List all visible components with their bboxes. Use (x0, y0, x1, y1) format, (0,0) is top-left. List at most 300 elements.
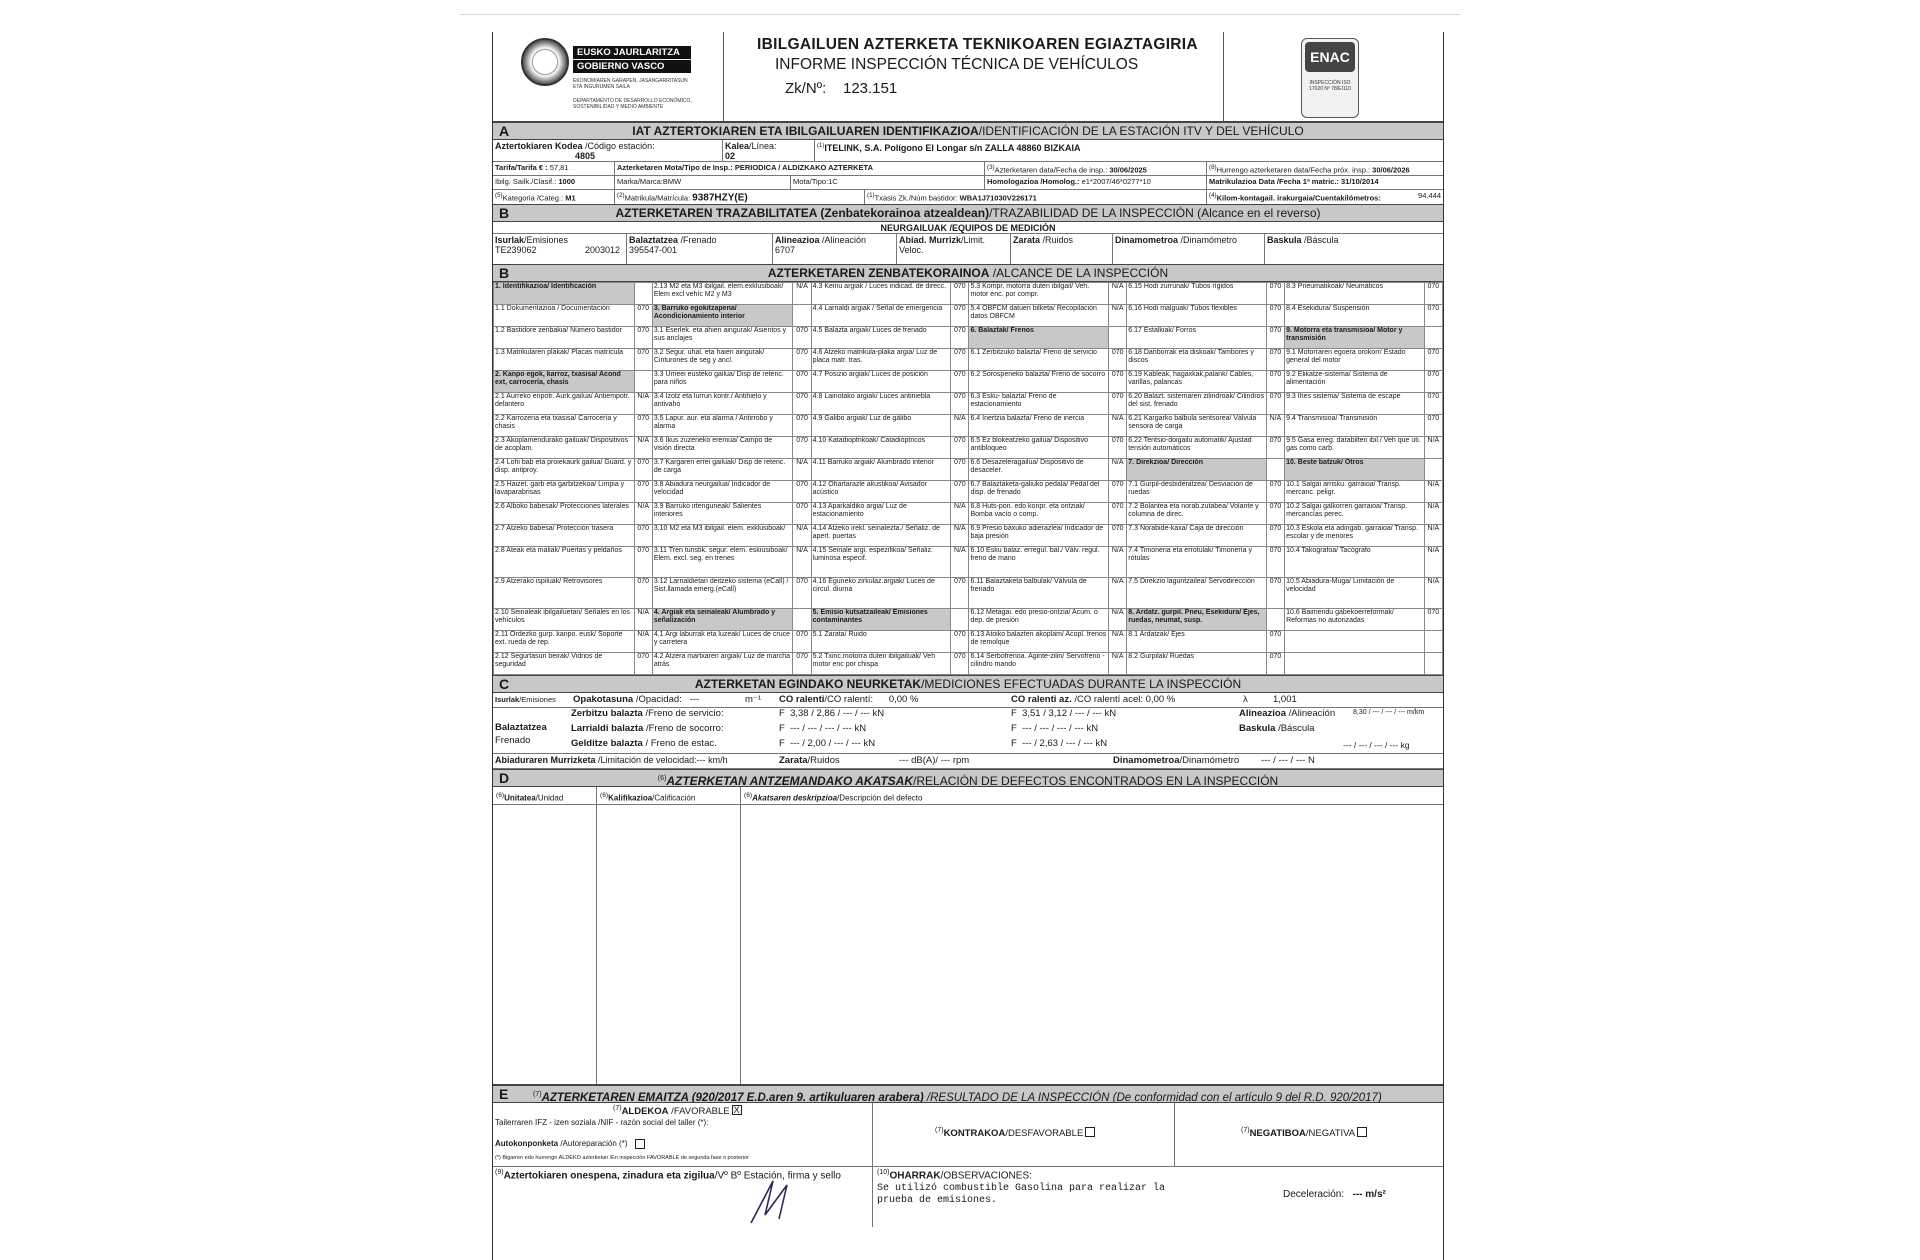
scope-status: 070 (951, 653, 969, 675)
observations-text-1: Se utilizó combustible Gasolina para realizar la (877, 1183, 1166, 1194)
noise (779, 755, 840, 766)
parking-brake-value-1: --- / 2,00 / --- / --- kN (790, 738, 876, 749)
label: Homologazioa /Homolog.: (987, 177, 1080, 186)
section-title (493, 676, 1443, 693)
footnote-mark: (3) (987, 164, 995, 171)
label: /Freno de socorro: (643, 723, 724, 734)
label: Kalifikazioa (608, 793, 653, 803)
scope-item: 8. Ardatz. gurpil. Pneu, Esekidura/ Ejes, ruedas, neumat, susp. (1127, 609, 1267, 631)
alignment-label (1239, 708, 1335, 719)
result-box (493, 1103, 1443, 1167)
scope-status: 070 (793, 349, 811, 371)
scope-row (494, 283, 1443, 305)
service-brake-f1 (779, 708, 884, 719)
plate-number: 9387HZY(E) (692, 192, 748, 204)
scope-row (494, 349, 1443, 371)
scope-item: 9.2 Elikatze-sistema/ Sistema de alimentación (1285, 371, 1425, 393)
homologation-value: e1*2007/46*0277*10 (1081, 177, 1151, 186)
scope-status: N/A (1109, 305, 1127, 327)
scope-item: 4.4 Larrialdi argiak / Señal de emergencia (811, 305, 951, 327)
scope-status (1109, 327, 1127, 349)
label: /Báscula (1275, 723, 1315, 734)
scope-status: 070 (951, 283, 969, 305)
section-title-bold: AZTERKETAREN TRAZABILITATEA (Zenbatekorainoa atzealdean) (615, 206, 990, 220)
co-idle (779, 694, 918, 705)
scope-status (1266, 609, 1284, 631)
label: OHARRAK (889, 1170, 941, 1182)
scope-status (634, 371, 652, 393)
self-repair-checkbox[interactable] (635, 1139, 645, 1149)
scope-item: 3. Barruko egokitzapena/ Acondicionamiento interior (652, 305, 793, 327)
force-symbol: F (1011, 708, 1017, 719)
service-brake-label (571, 708, 724, 719)
parking-brake-label (571, 738, 717, 749)
scope-item: 2.7 Atzeko babesa/ Protección trasera (494, 525, 635, 547)
label: /FAVORABLE (668, 1106, 730, 1118)
scope-row (494, 327, 1443, 349)
scope-item: 9.5 Gasa erreg. darabilten ibil./ Veh que uti. gas como carb. (1285, 437, 1425, 459)
scope-status: N/A (1109, 547, 1127, 578)
scope-status: N/A (1109, 459, 1127, 481)
category-cell (493, 190, 615, 204)
lambda-value: 1,001 (1273, 694, 1297, 705)
scope-item: 6.11 Balaztaketa balbulak/ Válvula de frenado (969, 578, 1109, 609)
scope-status: N/A (1424, 547, 1442, 578)
section-title (493, 205, 1443, 222)
scope-item: 10.6 Baimendu gabekoerreformak/ Reformas no autorizadas (1285, 609, 1425, 631)
scope-status: 070 (951, 481, 969, 503)
scope-status: N/A (951, 547, 969, 578)
address-cell (815, 140, 1443, 161)
service-brake-f2 (1011, 708, 1116, 719)
parking-brake-value-2: --- / 2,63 / --- / --- kN (1022, 738, 1108, 749)
scope-status: 070 (951, 327, 969, 349)
label: Baskula (1239, 723, 1276, 734)
scope-item: 6.14 Serbofrenoa. Aginte-zilin/ Servofreno - cilindro mando (969, 653, 1109, 675)
footnote-mark: (6) (657, 775, 667, 782)
scope-item: 6.9 Presio baxuko adierazlea/ Indicador de baja presión (969, 525, 1109, 547)
inspection-date-cell (985, 162, 1207, 175)
scope-item: 4.7 Posizio argiak/ Luces de posición (811, 371, 951, 393)
equipment-serial: 2003012 (584, 245, 620, 255)
label: Zerbitzu balazta (571, 708, 643, 719)
label: Mota/Tipo: (793, 177, 829, 186)
label: /Autoreparación (*) (558, 1139, 628, 1148)
label: /Unidad (535, 793, 564, 803)
footnote-mark: (9) (495, 1169, 504, 1176)
rating-column-header (597, 787, 741, 804)
scope-status: 070 (1266, 653, 1284, 675)
scope-status: N/A (1266, 415, 1284, 437)
scope-item: 8.2 Gurpilak/ Ruedas (1127, 653, 1267, 675)
scope-item: 2.10 Seinaleak ibilgailuetan/ Señales en los vehículos (494, 609, 635, 631)
equipment-cell (627, 234, 773, 264)
footnote-mark: (4) (1209, 192, 1217, 199)
label: Kalea (725, 141, 750, 151)
favorable-checkbox[interactable]: X (733, 1105, 740, 1115)
scope-status: 070 (793, 393, 811, 415)
footnote-mark: (6) (496, 792, 505, 799)
scope-item: 3.3 Umeei eusteko gailua/ Disp de retenc. para niños (652, 371, 793, 393)
footnote-mark: (8) (1209, 164, 1217, 171)
scope-item: 3.2 Segur. uhal. eta haien aingurak/ Cinturones de seg y ancl. (652, 349, 793, 371)
scope-item: 9. Motorra eta transmisioa/ Motor y transmisión (1285, 327, 1425, 349)
label: /CO ralentí: (824, 694, 873, 705)
label: Unitatea (504, 793, 536, 803)
equipment-label: /Emisiones (524, 235, 569, 245)
description-column (741, 805, 1443, 1084)
label: Gelditze balazta (571, 738, 643, 749)
scope-row (494, 578, 1443, 609)
label: Opakotasuna (573, 694, 634, 705)
footnote-mark: (6) (600, 792, 609, 799)
defects-table-header (493, 787, 1443, 805)
vin-value: WBA1J71030V226171 (959, 193, 1037, 203)
scope-item (1285, 631, 1425, 653)
equipment-label: Isurlak (495, 235, 525, 245)
scope-item: 6.7 Balaztaketa-galiuko pedala/ Pedal del disp. de frenado (969, 481, 1109, 503)
basque-government-logo (521, 38, 697, 118)
scope-status: 070 (951, 371, 969, 393)
label: Matrikula/Matrícula: (624, 193, 691, 203)
scope-item: 7.3 Norabide-kaxa/ Caja de dirección (1127, 525, 1267, 547)
scope-item: 6.1 Zerbitzuko balazta/ Freno de servicio (969, 349, 1109, 371)
scope-status: 070 (1424, 371, 1442, 393)
force-symbol: F (779, 708, 785, 719)
force-symbol: F (1011, 738, 1017, 749)
self-repair (495, 1139, 627, 1148)
scope-item: 6.20 Balazt. sistemaren zilindroak/ Cilindros del sist. frenado (1127, 393, 1267, 415)
enac-text: INSPECCIÓN ISO 17020 Nº 78/EI110 (1309, 80, 1351, 92)
label: Dinamometroa (1113, 755, 1180, 766)
section-title-regular: /IDENTIFICACIÓN DE LA ESTACIÓN ITV Y DEL VEHÍCULO (978, 124, 1304, 138)
scope-status: 070 (1266, 283, 1284, 305)
label: CO ralenti az. (1011, 694, 1072, 705)
section-title (533, 1086, 1443, 1103)
equipment-cell (493, 234, 627, 264)
next-inspection-cell (1207, 162, 1443, 175)
header-divider (1223, 32, 1224, 122)
equipment-cell (1113, 234, 1265, 264)
section-title (493, 123, 1443, 140)
scope-row (494, 503, 1443, 525)
odometer-cell (1207, 190, 1443, 204)
scope-status: 070 (634, 349, 652, 371)
scope-item: 4.16 Eguneko zirkulaz.argiak/ Luces de circul. diurna (811, 578, 951, 609)
street-value: 02 (725, 151, 736, 161)
workshop-label (495, 1118, 708, 1127)
scope-status: 070 (951, 305, 969, 327)
footnote-mark: (7) (533, 1091, 542, 1098)
unfavorable-checkbox[interactable] (1085, 1127, 1095, 1137)
scope-item: 4.11 Barruko argiak/ Alumbrado interior (811, 459, 951, 481)
scope-item: 8.3 Pneumatikoak/ Neumáticos (1285, 283, 1425, 305)
scope-item: 2.9 Atzerako ispiluak/ Retrovisores (494, 578, 635, 609)
parking-brake-f2 (1011, 738, 1107, 749)
tariff-value: 57,81 (549, 163, 569, 172)
workshop-text: Tailerraren IFZ - izen soziala /NIF - razón social del taller (*): (495, 1118, 709, 1127)
scope-item: 3.9 Barruko irtenguneak/ Salientes interiores (652, 503, 793, 525)
force-symbol: F (779, 723, 785, 734)
report-number-label: Zk/Nº: (785, 80, 827, 97)
scope-item: 3.1 Eserlek. eta ahien aingurak/ Asientos y sus anclajes (652, 327, 793, 349)
scope-item: 6.5 Ez blokeatzeko gailua/ Dispositivo antibloqueo (969, 437, 1109, 459)
label: /Dinamómetro (1179, 755, 1240, 766)
scope-item: 10.1 Salgai arrisku. garraioa/ Transp. mercanc. peligr. (1285, 481, 1425, 503)
scope-item: 3.8 Abiadura neurgailua/ Indicador de velocidad (652, 481, 793, 503)
unfavorable-cell (873, 1103, 1175, 1166)
scope-status: 070 (1266, 631, 1284, 653)
brand-value: BMW (662, 177, 682, 186)
scope-status: N/A (1424, 525, 1442, 547)
scope-status: 070 (793, 578, 811, 609)
defects-table-body (493, 805, 1443, 1085)
title-spanish: INFORME INSPECCIÓN TÉCNICA DE VEHÍCULOS (775, 56, 1139, 73)
scope-status: N/A (634, 503, 652, 525)
scope-item: 2.3 Akoplamendurako gailuak/ Dispositivos de acoplam. (494, 437, 635, 459)
equipment-serial: TE239062 (495, 245, 537, 255)
label: Larrialdi balazta (571, 723, 644, 734)
service-brake-value-2: 3,51 / 3,12 / --- / --- kN (1022, 708, 1117, 719)
brakes-label-es: Frenado (495, 735, 531, 746)
scale-label (1239, 723, 1315, 734)
report-number (743, 80, 1223, 97)
scope-item: 7.1 Gurpil-desbideratzea/ Desviación de ruedas (1127, 481, 1267, 503)
label: Azterketaren Mota/Tipo de Insp.: (617, 163, 733, 172)
scale-value: --- / --- / --- / --- kg (1343, 740, 1410, 750)
scope-status: 070 (1266, 525, 1284, 547)
opacity (573, 694, 699, 705)
equipment-cell (1011, 234, 1113, 264)
scope-item: 6.4 Inertzia balazta/ Freno de inercia (969, 415, 1109, 437)
logo-line-2: GOBIERNO VASCO (573, 60, 691, 73)
section-title-bold: AZTERKETAREN ZENBATEKORAINOA (767, 266, 990, 280)
scope-status: 070 (1424, 349, 1442, 371)
brakes-label (495, 722, 547, 733)
scope-status: 070 (1109, 371, 1127, 393)
scope-item: 2.5 Haizet. garb eta garbitzekoa/ Limpia y lavaparabrisas (494, 481, 635, 503)
label: /OBSERVACIONES: (940, 1170, 1032, 1182)
scope-item: 6.17 Estalkiak/ Forros (1127, 327, 1267, 349)
scope-item: 2. Kanpo egok, karroz, txasisa/ Acond ext, carrocería, chasis (494, 371, 635, 393)
scope-status: 070 (1266, 305, 1284, 327)
dynamometer (1113, 755, 1239, 766)
scope-item: 7.2 Bolantea eta norab.zutabea/ Volante y columna de direc. (1127, 503, 1267, 525)
vin-cell (865, 190, 1207, 204)
speed-noise-row (493, 754, 1443, 769)
scope-item (1285, 653, 1425, 675)
scope-item: 3.4 Izotz eta lurrun kontr./ Antihielo y antivaho (652, 393, 793, 415)
section-c-header (493, 675, 1443, 693)
scope-status: 070 (1266, 503, 1284, 525)
scope-status: 070 (634, 305, 652, 327)
scope-item: 9.4 Transmisioa/ Transmisión (1285, 415, 1425, 437)
label: /Vº Bº Estación, firma y sello (714, 1170, 841, 1182)
signature-cell (493, 1167, 873, 1227)
co-accel (1011, 694, 1175, 705)
scope-status: 070 (634, 415, 652, 437)
scope-status: N/A (634, 393, 652, 415)
label: Balaztatzea (495, 722, 547, 733)
section-title-regular: /TRAZABILIDAD DE LA INSPECCIÓN (Alcance en el reverso) (989, 206, 1321, 220)
label: NEGATIBOA (1249, 1128, 1306, 1140)
scope-status (1266, 459, 1284, 481)
label: Akatsaren deskripzioa (752, 793, 838, 803)
deceleration (1283, 1189, 1386, 1200)
scope-status: 070 (1109, 525, 1127, 547)
scope-status: 070 (951, 578, 969, 609)
section-title-bold: AZTERKETAN ANTZEMANDAKO AKATSAK (666, 774, 914, 787)
label: Aztertokiaren onespena, zinadura eta zigilua (503, 1170, 715, 1182)
scope-row (494, 305, 1443, 327)
scope-item: 3.11 Tren turistik. segur. elem. eskiusiboak/ Elem. excl. seg. en trenes (652, 547, 793, 578)
station-row (493, 140, 1443, 162)
scope-item: 6.18 Danborrak eta diskoak/ Tambores y discos (1127, 349, 1267, 371)
classification-row (493, 176, 1443, 190)
scope-status: N/A (634, 437, 652, 459)
scope-item: 6.16 Hodi malguak/ Tubos flexibles (1127, 305, 1267, 327)
coat-of-arms-icon (521, 38, 569, 86)
odometer-value: 94.444 (1418, 191, 1441, 200)
scope-item: 10.5 Abiadura-Muga/ Limitación de velocidad (1285, 578, 1425, 609)
inspection-report-sheet (492, 32, 1444, 1260)
footnote-mark: (7) (935, 1127, 944, 1134)
scope-status: 070 (793, 631, 811, 653)
scope-item: 8.4 Esekidura/ Suspensión (1285, 305, 1425, 327)
section-b-traceability-header (493, 204, 1443, 222)
scope-status: 070 (793, 371, 811, 393)
scope-item: 10.2 Salgai galkorren garraioa/ Transp. mercancías perec. (1285, 503, 1425, 525)
scope-item: 6.15 Hodi zurrunak/ Tubos rígidos (1127, 283, 1267, 305)
scope-status: 070 (1266, 437, 1284, 459)
scope-status: 070 (634, 327, 652, 349)
scope-status: 070 (634, 547, 652, 578)
scope-status: 070 (951, 393, 969, 415)
scan-top-edge (460, 14, 1460, 15)
scope-status: N/A (1424, 503, 1442, 525)
model-value: 1C (828, 177, 838, 186)
co-idle-value: 0,00 % (888, 694, 919, 705)
registration-cell (1207, 176, 1443, 189)
description-column-header (741, 787, 1443, 804)
observations-text-2: prueba de emisiones. (877, 1195, 998, 1206)
scope-status: 070 (793, 415, 811, 437)
scope-item: 8.1 Ardatzak/ Ejes (1127, 631, 1267, 653)
category-value: M1 (565, 193, 576, 203)
label: / Freno de estac. (642, 738, 717, 749)
scope-item: 10.4 Takografoa/ Tacógrafo (1285, 547, 1425, 578)
scope-item: 7.5 Direkzio laguntzailea/ Servodirección (1127, 578, 1267, 609)
scope-item: 6.13 Atoiko balazten akoplam/ Acopl. frenos de remolque (969, 631, 1109, 653)
label: Matrikulazioa Data /Fecha 1ª matric.: (1209, 177, 1339, 186)
equipment-label: /Limit. Veloc. (899, 235, 986, 255)
section-letter: E (499, 1086, 509, 1102)
scope-status: 070 (793, 481, 811, 503)
section-title-bold: AZTERKETAN EGINDAKO NEURKETAK (694, 677, 922, 691)
emissions-label (495, 695, 556, 704)
scope-status: N/A (1109, 653, 1127, 675)
equipment-cell (897, 234, 1011, 264)
report-title (743, 36, 1223, 120)
scope-status: 070 (634, 525, 652, 547)
scope-item: 6.21 Kargarko balbula sentsorea/ Válvula sensora de carga (1127, 415, 1267, 437)
scope-status: 070 (1266, 481, 1284, 503)
scope-status: N/A (1109, 415, 1127, 437)
scope-status (634, 283, 652, 305)
label: /Calificación (652, 793, 696, 803)
scope-status: N/A (634, 609, 652, 631)
scope-item: 6.6 Desazeleragailua/ Dispositivo de desaceler. (969, 459, 1109, 481)
footnote-mark: (5) (495, 192, 503, 199)
parking-brake-f1 (779, 738, 875, 749)
scope-status: N/A (1109, 578, 1127, 609)
scope-item: 6.12 Metagai. edo presio-ontzia/ Acum. o dep. de presión (969, 609, 1109, 631)
scope-status: 070 (634, 578, 652, 609)
scope-item: 2.1 Aurreko enpotr. Aurk.gailua/ Antiempotr. delantero (494, 393, 635, 415)
scope-item: 6.19 Kableak, hagaxkak,palank/ Cables, varillas, palancas (1127, 371, 1267, 393)
station-address: ITELINK, S.A. Polígono El Longar s/n ZALLA 48860 BIZKAIA (824, 143, 1081, 153)
scope-status: N/A (634, 631, 652, 653)
scope-status: 070 (1266, 547, 1284, 578)
scope-status: N/A (951, 525, 969, 547)
scope-status: 070 (1109, 503, 1127, 525)
scope-status: 070 (634, 653, 652, 675)
rating-column (597, 805, 741, 1084)
label: Hurrengo azterketaren data/Fecha próx. insp.: (1216, 165, 1371, 175)
equipment-label: /Ruidos (1040, 235, 1074, 245)
scope-status (1424, 631, 1442, 653)
scope-item: 2.8 Ateak eta maliak/ Puertas y peldaños (494, 547, 635, 578)
negative-checkbox[interactable] (1357, 1127, 1367, 1137)
co-accel-value: 0,00 % (1145, 694, 1176, 705)
scope-status (1424, 459, 1442, 481)
section-title (493, 265, 1443, 282)
speed-limit-value: --- km/h (696, 755, 728, 765)
scope-status: N/A (951, 415, 969, 437)
homologation-cell (985, 176, 1207, 189)
tariff-row (493, 162, 1443, 176)
scope-status: N/A (1424, 437, 1442, 459)
equipment-serial: 395547-001 (629, 245, 678, 255)
enac-accreditation-logo (1301, 38, 1359, 118)
section-letter: D (499, 770, 510, 786)
scope-status: 070 (951, 437, 969, 459)
section-letter: B (499, 265, 510, 281)
scope-row (494, 371, 1443, 393)
station-code: 4805 (575, 151, 596, 161)
scope-item: 1. Identifikazioa/ Identificación (494, 283, 635, 305)
opacity-value: --- (689, 694, 700, 705)
model-cell (791, 176, 985, 189)
scope-status: 070 (793, 503, 811, 525)
section-e-header (493, 1085, 1443, 1103)
dynamometer-value: --- / --- / --- N (1261, 755, 1315, 766)
section-letter: C (499, 676, 510, 692)
label: Aztertokiaren Kodea (495, 141, 583, 151)
scope-item: 6. Balaztak/ Frenos (969, 327, 1109, 349)
scope-item: 9.3 Ihes sistema/ Sistema de escape (1285, 393, 1425, 415)
lambda-symbol: λ (1243, 694, 1248, 705)
scope-status: N/A (1109, 283, 1127, 305)
label: Deceleración: (1283, 1189, 1345, 1200)
scope-item: 4.13 Aparkaldiko argia/ Luz de estacionamiento (811, 503, 951, 525)
favorable-option (613, 1105, 740, 1118)
scope-status: N/A (793, 525, 811, 547)
scope-item: 3.5 Lapur. aur. eta alarma / Antirrobo y alarma (652, 415, 793, 437)
section-title-bold: IAT AZTERTOKIAREN ETA IBILGAILUAREN IDENTIFIKAZIOA (632, 124, 979, 138)
scope-item: 5.2 Txinc.motorra duten ibilgailuak/ Veh motor enc por chispa (811, 653, 951, 675)
footnote-mark: (1) (867, 192, 875, 199)
